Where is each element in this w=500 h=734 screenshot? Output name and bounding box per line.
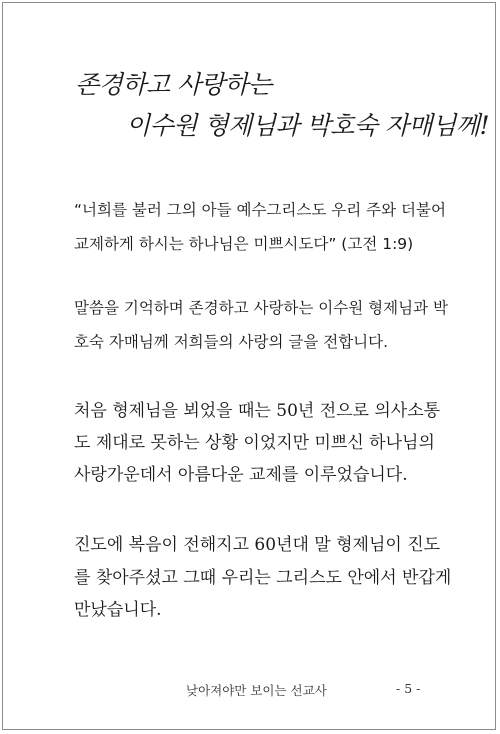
greeting-line-1: 존경하고 사랑하는 (75, 70, 272, 99)
memory-line-3: 사랑가운데서 아름다운 교제를 이루었습니다. (74, 465, 408, 485)
memory-line-2: 도 제대로 못하는 상황 이었지만 미쁘신 하나님의 (74, 433, 435, 453)
jindo-line-2: 를 찾아주셨고 그때 우리는 그리스도 안에서 반갑게 (74, 568, 452, 588)
page (2, 2, 496, 730)
footer-page-number: - 5 - (396, 681, 421, 696)
intro-line-2: 호숙 자매님께 저희들의 사랑의 글을 전합니다. (74, 333, 389, 351)
quote-line-1: “너희를 불러 그의 아들 예수그리스도 우리 주와 더불어 (74, 201, 446, 219)
footer-book-title: 낮아져야만 보이는 선교사 (186, 683, 327, 698)
memory-line-1: 처음 형제님을 뵈었을 때는 50년 전으로 의사소통 (74, 401, 441, 421)
quote-line-2: 교제하게 하시는 하나님은 미쁘시도다” (고전 1:9) (74, 235, 414, 253)
greeting-line-2: 이수원 형제님과 박호숙 자매님께! (126, 111, 489, 140)
intro-line-1: 말씀을 기억하며 존경하고 사랑하는 이수원 형제님과 박 (74, 299, 448, 317)
jindo-line-3: 만났습니다. (74, 600, 162, 620)
jindo-line-1: 진도에 복음이 전해지고 60년대 말 형제님이 진도 (74, 535, 441, 555)
